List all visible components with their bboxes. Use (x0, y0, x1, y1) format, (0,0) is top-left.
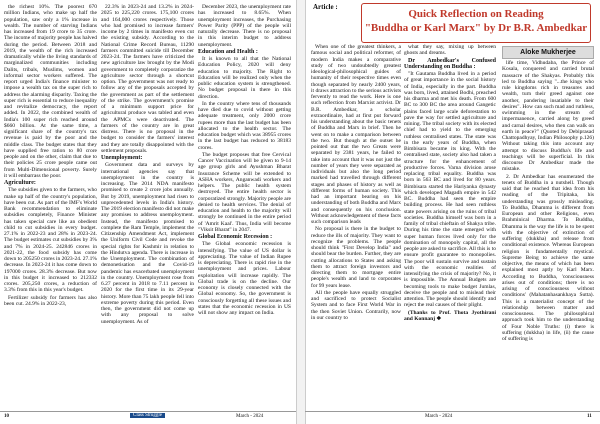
paragraph: 22.3% in 2023-24 and 13.2% in 2024-2025 to 225,220 crores. 175,100 crores and 164,000 crores respectively. Those who had promised to increase farmers' income by 2 times in manifesto even cut the existing subsidy. According to the National Crime Record Bureau, 11290 farmers committed suicide till December 2023-24. The farmers have criticized the new agriculture law brought by the Modi government to completely corporatize the agriculture sector through a shortcut option. The government was not ready to follow any of the proposals accepted by the government as part of the settlement of the strike. The government's promise of a minimum support price for agricultural produce was tabled and even the APMCs were deactivated. The farmers of the country are in great distress. There is no proposal in the budget to consider the farmers' interest and they are totally disappointed with the settlement proposals. (101, 4, 194, 154)
paragraph: 2. Dr Ambedkar has enumerated the tenets of Buddha in a nutshell. Though said that he reached that idea from his reading of the Tripitaka, his understanding was grossly misleading. To Buddha, Dhamma is different from European and other Religions, even Brahminical Dharma. To Buddha, Dhamma is the way the life is to be spent with the objective of extinction of suffering (dukkha) and release from conditional existence. Whereas European religion is fundamentally mystical. Supreme Being to achieve the same objective, the means of which has been explained most aptly by Karl Marx. According to Buddha, 'consciousness arises out of conditions; there is no arising of consciousness without conditions' (Mahatanhasankhaya Sutta). This is a materialist concept of the relationship between matter and consciousness. The philosophical approach took him to the understanding of Four Noble Truths: (i) there is suffering (dukkha) in life, (ii) the cause of suffering is (502, 173, 594, 342)
paragraph: life time, Vidhudaba, the Prince of Kosala, conquered and carried brutal massacre of the Shakyas. Probably this led to Buddha saying "...the kings who rule kingdoms rich in treasures and wealth, turn their greed against one another, pandering insatiable to their desires". How can such mad and ruthless, swimming in the stream of impermanence, carried along by greed and carnal desires, who then can walk on earth in peace?" (Quoted by Debiprasad Chattopadhyay, Indian Philosophy p.126) Without taking this into account any attempt to discuss Buddha's life and teachings will be superficial. In this discourse Dr Ambedkar made the mistake. (502, 60, 594, 173)
author-name: Aloke Mukherjee (502, 46, 594, 59)
publication-tag: Class Struggle (130, 413, 165, 418)
paragraph: In the country where tens of thousands have died due to covid without getting adequate treatment, only 2000 crore rupees more than the last budget has been allocated to the health sector. The education budget which was 38955 crores in the last budget has reduced to 38183 crores. (198, 100, 291, 151)
thanks-note: (Thanks to Prof. Thota Jyothirani and Konnanj ❖ (404, 309, 496, 322)
paragraph: It is known to all that the National Education Policy, 2020 will deny education to majority. The Right to Education will be realized only when the public education system is strengthened. No budget proposal in there in this direction. (198, 56, 291, 100)
paragraph: Government data and surveys by international agencies say that unemployment in the country is increasing. The 2014 NDA manifesto promised to create 2 crore jobs annually. But by 2019, unemployment had risen to unprecedented levels in India's history. The 2019 election manifesto did not make any promises to address unemployment. Instead, the manifesto promised to complete the Ram Temple, implement the Citizenship Amendment Act, implement the Uniform Civil Code and revoke the special rights for Kashmir in relation to the Hindutva agenda. There is increase in the Unemployment. The combination of demonetisation and the Covid-19 pandemic has exacerbated unemployment in the country. Unemployment rose from 6.27 percent in 2018 to 7.11 percent in 2020 for the first time in its 29-year history. More than 75 lakh people fell into extreme poverty during this period. Even then, the government did not come up with any proposal to solve unemployment. As of (101, 162, 194, 325)
paragraph: When one of the greatest thinkers, a famous social and political reformer, of modern India makes a comparative study of two undoubtedly greatest ideological-philosophical guides of humanity of their respective times even though separated by nearly 2400 years, it draws attraction to the serious activists fervently to read the work. Here is one such reflection from Marxist activist. Dr B.R. Ambedkar, a scholar extraordinaire, had at first put forward his understanding about the basic tenets of Buddha and Marx in brief. Then he went on to make a comparison between the two. But though at the outset he pointed out that the two Greats were separated by 2381 years, he failed to take into account that it was not just the number of years they were separated as individuals but also the long period marked had travelled through different stages and phases of history as well as different forms of human society. This had an important bearing on his understanding of both Buddha and Marx and consequently on his conclusion. Without acknowledgement of these facts such comparison leads (311, 44, 401, 225)
paragraph: The budget proposes that free Cervical Cancer Vaccination will be given to 9-14 age group girls and Ayushman Bharat Insurance Scheme will be extended to ASHA workers, Anganwadi workers and helpers. The public health system destroyed. The entire health sector is corporatized strongly. Majority people are denied to health services. The denial of education and health to the majority will strongly be continued in the entire period of 'Amrit Kaal'. Thus, India will become "Viksit Bharat" in 2047. (198, 151, 291, 233)
right-page (305, 0, 600, 424)
right-column-3 (502, 60, 594, 410)
section-heading: Education and Health : (198, 48, 258, 55)
section-heading: Unemployment: (101, 155, 143, 161)
issue-date: March - 2024 (425, 414, 453, 419)
paragraph: "It Gautama Buddha lived in a period of great importance in the social history of India, especially in the part. Buddha was born, lived, attained Bodhi, preached his dharma and met his death. From 600 BC to 300 BC the area around Gangetic plains faced large scale deforestation to pave the way for settled agriculture and mining. The tribal society with its elected chief had to yield to the emerging ruthless centralised states. The state was in the early years of Buddha, when Bimbisara became its king. With the centralised state, society also had taken a structure for the enhancement of productive forces. Varna division arose replacing tribal equality. Buddha was born in 563 BC and lived for 80 years. Bimbisara started the Hariyanka dynasty which developed Magadh empire in 542 BC. Buddha had seen the empire building process. He had seen ruthless state powers arising on the ruins of tribal societies. Buddha himself was born in a family of tribal chieftain of Shakya tribe. During his time the state emerged with super human forces lived only for the domination of monopoly capital, all the people are asked to sacrifice. All this is to ensure profit guarantee to monopolies. The poor will sustain survive and sustain with the economic realities of intensifying the crisis of majority? No, it is impossible. The Annual Budgets are becoming tools to make budget Jumlas, deceive the people and to mislead their attention. The people should identify and reject the real causes of their plight. (404, 71, 496, 309)
right-footer (305, 411, 600, 424)
paragraph: what they say, mixing up between ghosts and dreams. (404, 44, 496, 57)
column-2 (101, 4, 194, 410)
column-1 (4, 4, 97, 410)
title-box (361, 3, 591, 43)
right-column-2 (404, 44, 496, 410)
issue-date: March - 2024 (236, 414, 264, 419)
paragraph: Fertilizer subsidy for farmers has also been cut. 24.9% in 2022-23, (4, 294, 97, 307)
paragraph: The subsidies given to the farmers, who make up half of the country's population, have been cut. As part of the IMF's World Bank recommendation to eliminate subsidies completely, Finance Minister has taken special care like an obedient child to cut subsidies in every budget. 27.1% in 2022-23 and 28% in 2023-24. The budget estimates cut subsidies by 3% and 7% in 2024-25. 242846 crores in 2021-22, the food subsidy has come down to 205250 crores in 2023-24. 27.1% decrease. In 2023-24 it has come down to 197000 crores. 28.3% decrease. But now in this budget it increased to 212332 crores. 205,250 crores, a reduction of 3.3% from this in this year's budget. (4, 187, 97, 294)
column-3 (198, 4, 291, 410)
section-heading: Global Economic Recession : (198, 234, 273, 240)
article-title (362, 7, 590, 35)
article-label: Article : (313, 3, 338, 11)
paragraph: December 2023, the unemployment rate has increased to 8.65%. When unemployment increases, the Purchasing Power Parity (PPP) of the people will naturally decrease. There is no proposal in this interim budget to address unemployment. (198, 4, 291, 48)
title-line-2: "Buddha or Karl Marx" by Dr B.R. Ambedkar (364, 22, 588, 34)
left-footer (0, 411, 296, 424)
page-number: 10 (4, 414, 9, 419)
title-line-1: Quick Reflection on Reading (408, 8, 544, 20)
left-columns (4, 4, 292, 410)
paragraph: The Global economic recession is intensifying. The value of US dollar is appreciating. The value of Indian Rupee is depreciating. There is rapid rise in the unemployment and prices. Labour exploitation will increase rapidly. The Global trade is on the decline. Our economy is closely connected with the Global economy. So, the government is consciously forgetting all these issues and states that the economic recession in US will not show any impact on India. (198, 241, 291, 316)
section-heading: Dr Ambedkar's Confused Understanding on Buddha : (404, 57, 496, 70)
paragraph: All the people have equally struggled and sacrificed to protect Socialist System and to face First World War in the then Soviet Union. Contrarily, now in our country to (311, 289, 401, 321)
left-page (0, 0, 296, 424)
paragraph: the richest 10%. The poorest 670 million Indians, who make up half the population, saw only a 1% increase in wealth. The number of starving Indians has increased from 19 crore to 35 crore. The income of majority people has halved during the period. Between 2018 and 2019, the wealth of the rich increased dramatically while the living standards of marginalized communities including Dalits, tribals, Muslims, women and informal sector workers suffered. The report urged India's finance minister to impose a wealth tax on the super rich to address the alarming disparity. Taxing the super rich is essential to reduce inequality and revitalize democracy, the report added. In 2022, the combined wealth of India's 100 super rich reached around $660 billion. At the same time, a significant share of the country's tax revenue is paid by the poor and the middle class. The budget states that they have supplied free ration to 80 crore people and on the other, claim that due to their policies 25 crore people came out from Multi-Dimensional poverty. Surely it will embarrass the poor. (4, 4, 97, 179)
paragraph: No proposal is there in the budget to reduce the ills of majority. They want to recognize the problems. The people should think "First Develop India" and should bear the burden. Further, they are cutting allocations to States and asking them to attract foreign investors and directing them to mortgage entire people's wealth and land to corporates for 99 years lease. (311, 226, 401, 289)
right-column-1 (311, 44, 401, 410)
page-number: 11 (587, 414, 592, 419)
section-heading: Agriculture: (4, 180, 36, 186)
